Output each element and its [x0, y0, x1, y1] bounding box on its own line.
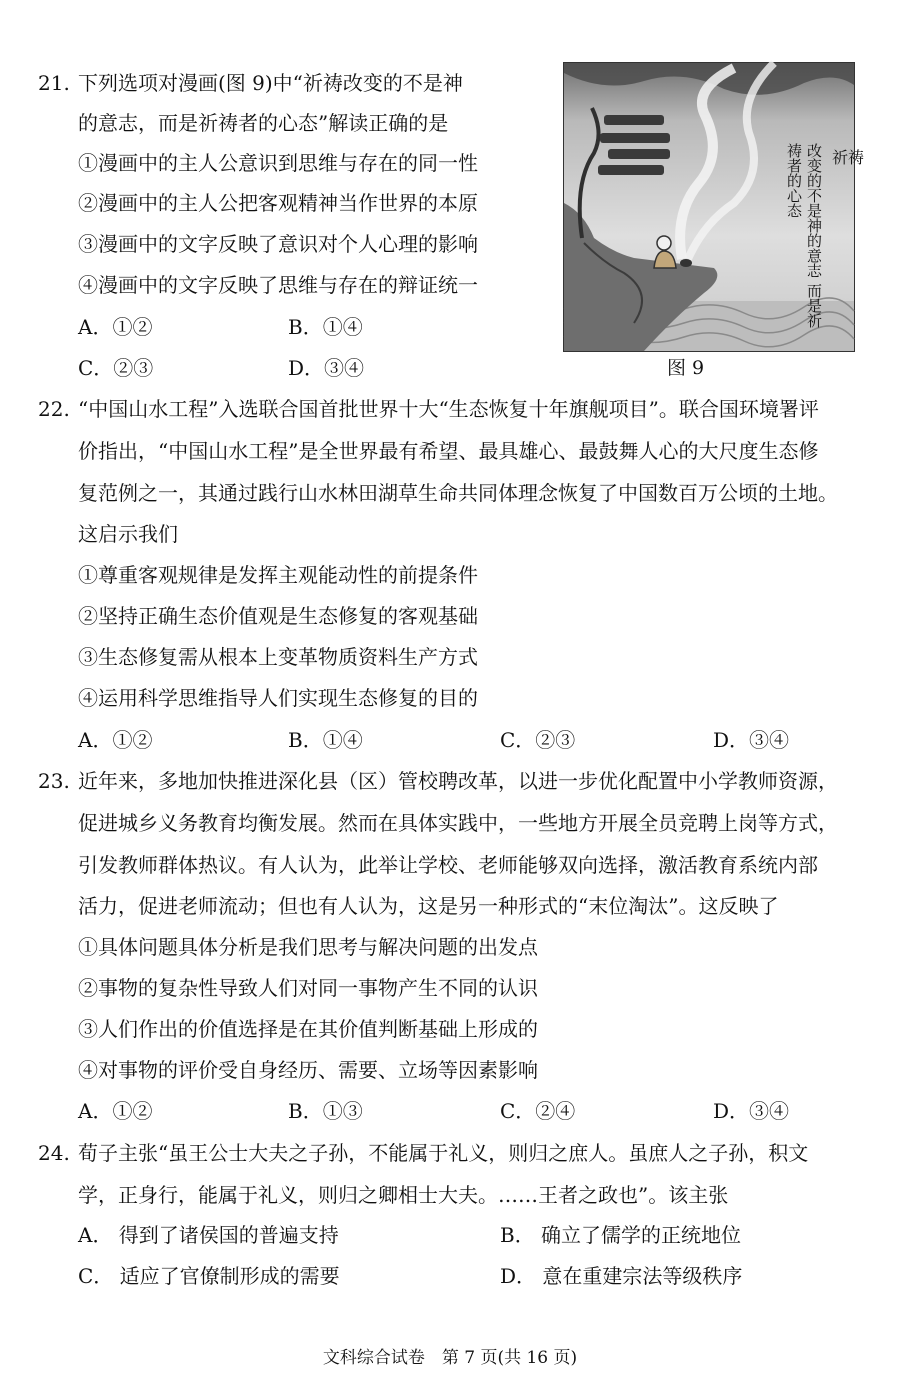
page-footer: 文科综合试卷 第 7 页(共 16 页): [322, 1348, 578, 1368]
question-stem-line: 这启示我们: [78, 522, 178, 546]
statement: ④漫画中的文字反映了思维与存在的辩证统一: [78, 273, 478, 297]
option-d[interactable]: D．③④: [713, 1099, 790, 1123]
question-stem-line: 下列选项对漫画(图 9)中“祈祷改变的不是神: [78, 71, 463, 95]
option-c[interactable]: C．②④: [500, 1099, 576, 1123]
option-d[interactable]: D．③④: [713, 728, 790, 752]
option-b[interactable]: B．①④: [288, 315, 363, 339]
question-stem-line: 引发教师群体热议。有人认为，此举让学校、老师能够双向选择，激活教育系统内部: [78, 853, 818, 877]
statement: ③生态修复需从根本上变革物质资料生产方式: [78, 645, 478, 669]
question-number: 21.: [38, 71, 70, 95]
cartoon-figure: [563, 62, 865, 352]
option-b[interactable]: B．①④: [288, 728, 363, 752]
option-a[interactable]: A． 得到了诸侯国的普遍支持: [78, 1223, 339, 1247]
statement: ①尊重客观规律是发挥主观能动性的前提条件: [78, 563, 478, 587]
question-stem-line: 活力，促进老师流动；但也有人认为，这是另一种形式的“末位淘汰”。这反映了: [78, 894, 779, 918]
option-c[interactable]: C． 适应了官僚制形成的需要: [78, 1264, 340, 1288]
option-a[interactable]: A．①②: [78, 315, 153, 339]
question-stem-line: 近年来，多地加快推进深化县（区）管校聘改革，以进一步优化配置中小学教师资源，: [78, 769, 838, 793]
calligraphy-col-1: 祈祷: [832, 148, 865, 167]
option-d[interactable]: D． 意在重建宗法等级秩序: [500, 1264, 743, 1288]
calligraphy-line-2: 而是祈祷者的心态: [785, 143, 823, 328]
statement: ②坚持正确生态价值观是生态修复的客观基础: [78, 604, 478, 628]
question-number: 24.: [38, 1141, 70, 1165]
question-stem-line: 的意志，而是祈祷者的心态”解读正确的是: [78, 111, 449, 135]
statement: ②事物的复杂性导致人们对同一事物产生不同的认识: [78, 976, 538, 1000]
question-stem-line: 学，正身行，能属于礼义，则归之卿相士大夫。……王者之政也”。该主张: [78, 1183, 729, 1207]
cartoon-illustration: [564, 63, 865, 351]
statement: ③人们作出的价值选择是在其价值判断基础上形成的: [78, 1017, 538, 1041]
question-number: 23.: [38, 769, 70, 793]
statement: ④运用科学思维指导人们实现生态修复的目的: [78, 686, 478, 710]
figure-caption: 图 9: [667, 357, 705, 379]
option-c[interactable]: C．②③: [500, 728, 576, 752]
option-b[interactable]: B．①③: [288, 1099, 363, 1123]
statement: ①漫画中的主人公意识到思维与存在的同一性: [78, 151, 478, 175]
question-stem-line: 复范例之一，其通过践行山水林田湖草生命共同体理念恢复了中国数百万公顷的土地。: [78, 481, 838, 505]
statement: ①具体问题具体分析是我们思考与解决问题的出发点: [78, 935, 538, 959]
statement: ②漫画中的主人公把客观精神当作世界的本原: [78, 191, 478, 215]
option-d[interactable]: D．③④: [288, 356, 365, 380]
statement: ③漫画中的文字反映了意识对个人心理的影响: [78, 232, 478, 256]
option-b[interactable]: B． 确立了儒学的正统地位: [500, 1223, 742, 1247]
question-number: 22.: [38, 397, 70, 421]
calligraphy-line-1: 改变的不是神的意志: [805, 143, 823, 278]
statement: ④对事物的评价受自身经历、需要、立场等因素影响: [78, 1058, 538, 1082]
question-stem-line: 荀子主张“虽王公士大夫之子孙，不能属于礼义，则归之庶人。虽庶人之子孙，积文: [78, 1141, 809, 1165]
option-a[interactable]: A．①②: [78, 1099, 153, 1123]
question-stem-line: “中国山水工程”入选联合国首批世界十大“生态恢复十年旗舰项目”。联合国环境署评: [78, 397, 819, 421]
question-stem-line: 价指出，“中国山水工程”是全世界最有希望、最具雄心、最鼓舞人心的大尺度生态修: [78, 439, 819, 463]
option-c[interactable]: C．②③: [78, 356, 154, 380]
question-stem-line: 促进城乡义务教育均衡发展。然而在具体实践中，一些地方开展全员竞聘上岗等方式，: [78, 811, 838, 835]
option-a[interactable]: A．①②: [78, 728, 153, 752]
